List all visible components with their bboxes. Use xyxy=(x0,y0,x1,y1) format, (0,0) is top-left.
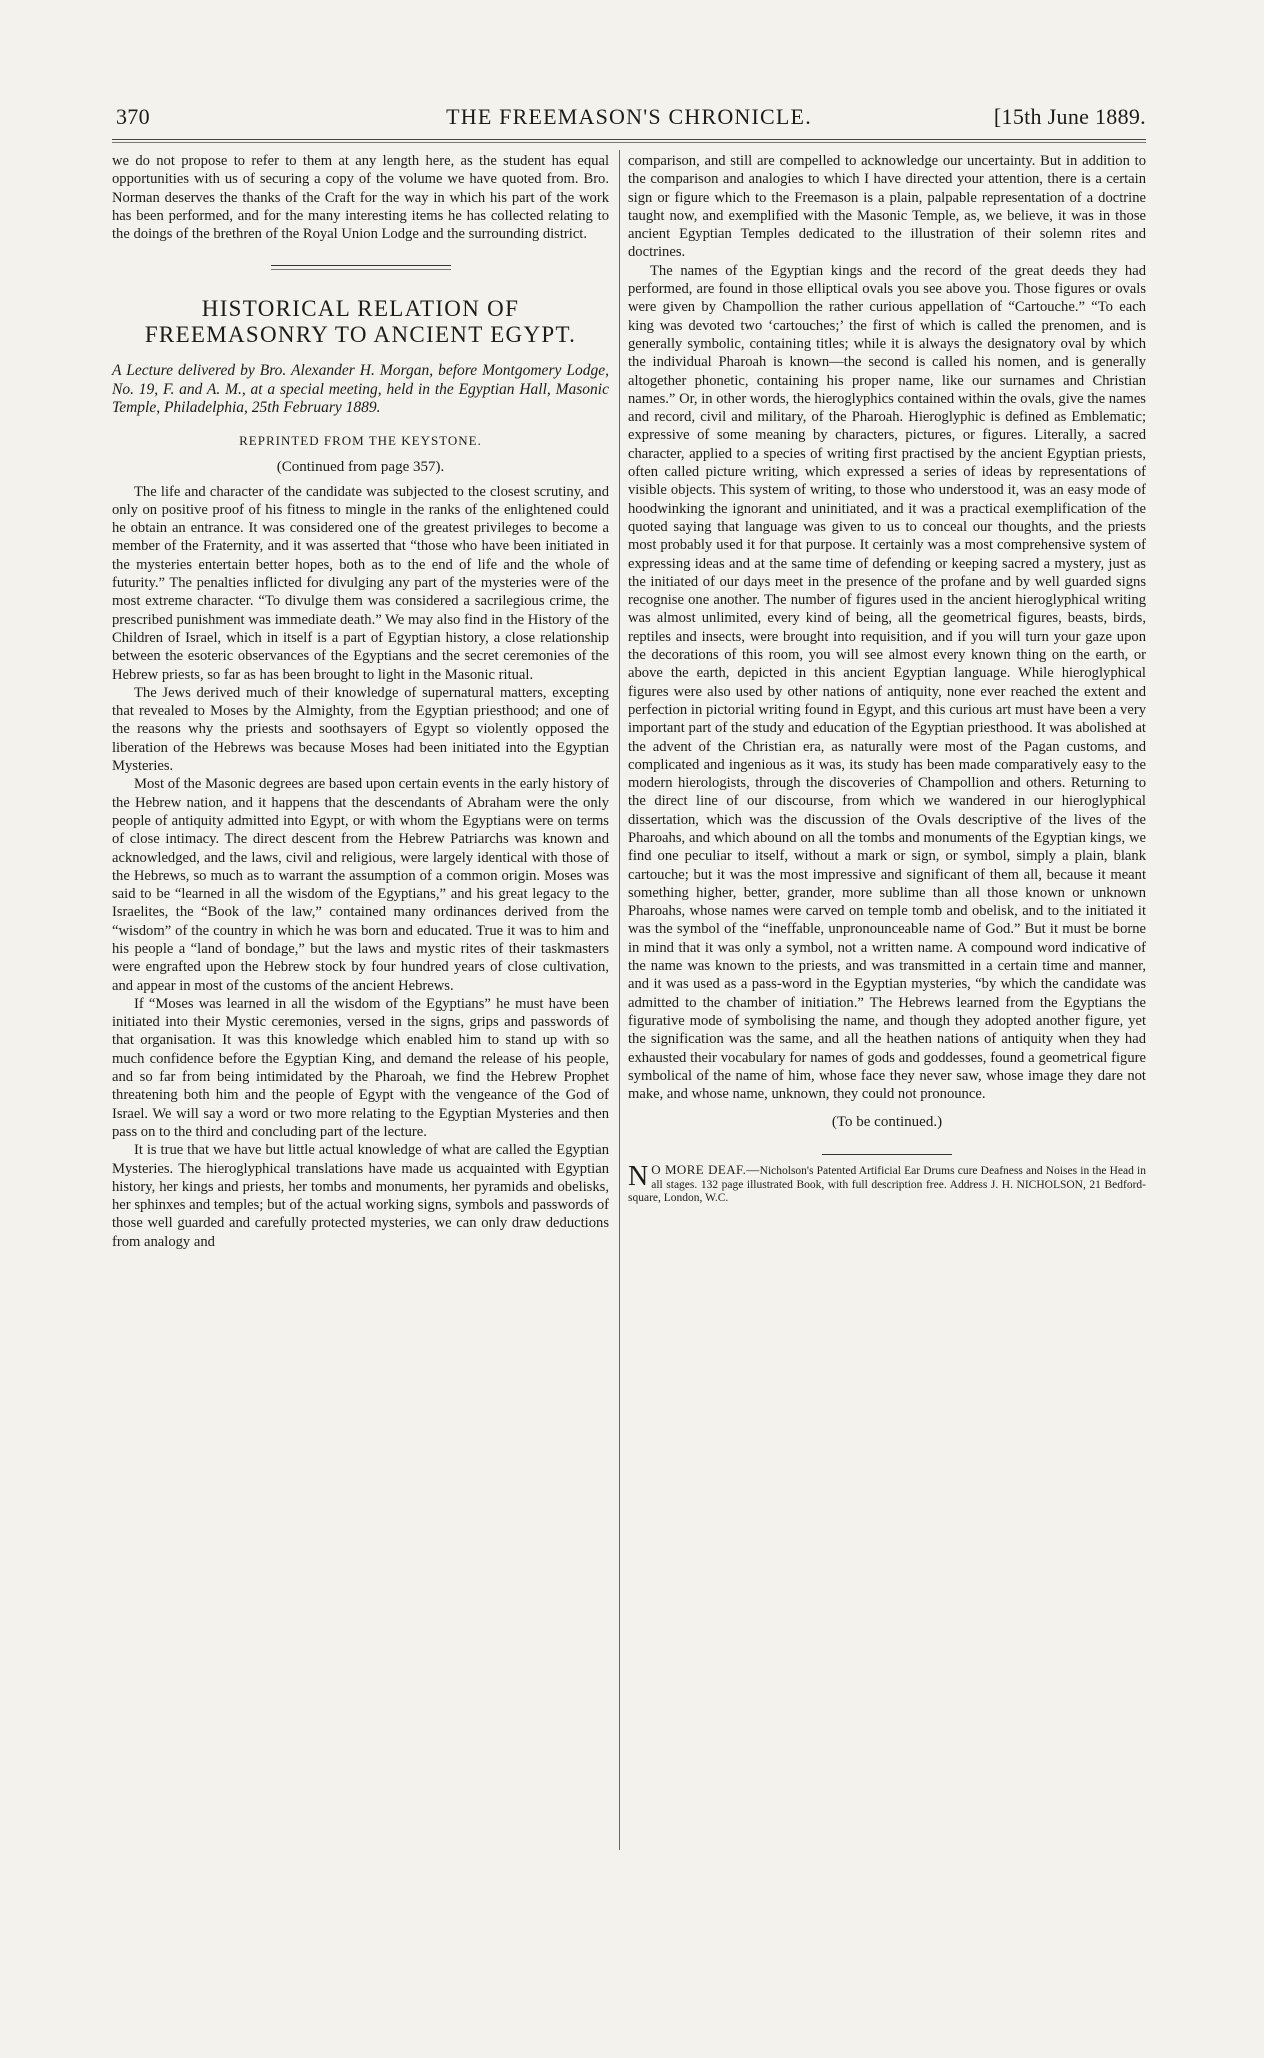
article-paragraph: It is true that we have but little actual knowledge of what are called the Egyptian Mysteries. The hieroglyphical translations have made us acquainted with Egyptian history, her kings and priests, her tombs and monuments, her pyramids and obelisks, her sphinxes and temples; but of the actual working signs, symbols and passwords of those well guarded and carefully protected mysteries, we can only draw deductions from analogy and xyxy=(112,1142,609,1250)
article-paragraph: comparison, and still are compelled to acknowledge our uncertainty. But in addition to the comparison and analogies to which I have directed your attention, there is a certain sign or figure which to the Freemason is a plain, palpable representation of a doctrine taught now, and exemplified with the Masonic Temple, as, we believe, it was in those ancient Egyptian Temples dedicated to the illustration of their solemn rites and doctrines. xyxy=(628,153,1146,261)
article-paragraph: The Jews derived much of their knowledge of supernatural matters, excepting that revealed to Moses by the Almighty, from the Egyptian priesthood; and one of the reasons why the priests and soothsayers of Egypt so violently opposed the liberation of the Hebrews was because Moses had been initiated into the Egyptian Mysteries. xyxy=(112,684,609,775)
left-column xyxy=(112,152,609,1251)
section-separator xyxy=(271,265,451,266)
article-paragraph: Most of the Masonic degrees are based upon certain events in the early history of the Hebrew nation, and it happens that the descendants of Abraham were the only people of antiquity admitted into Egypt, or with whom the Egyptians were on terms of close intimacy. The direct descent from the Hebrew Patriarchs was known and acknowledged, and the laws, civil and religious, were largely identical with those of the Hebrews, so much as to warrant the assumption of a common origin. Moses was said to be “learned in all the wisdom of the Egyptians,” and his great legacy to the Israelites, the “Book of the law,” contained many ordinances derived from the “wisdom” of the country in which he was born and educated. True it was to him and his people a “land of bondage,” but the laws and mystic rites of their taskmasters were engrafted upon the Hebrew stock by four hundred years of close cultivation, and appear in most of the customs of the ancient Hebrews. xyxy=(112,776,609,994)
article-title: HISTORICAL RELATION OF FREEMASONRY TO ANCIENT EGYPT. xyxy=(144,296,577,348)
page-number: 370 xyxy=(116,104,150,129)
to-be-continued: (To be continued.) xyxy=(831,1114,943,1131)
section-separator-secondary xyxy=(271,269,451,270)
reprint-credit: REPRINTED FROM THE KEYSTONE. xyxy=(239,432,482,448)
continued-note: (Continued from page 357). xyxy=(276,459,445,476)
advertisement xyxy=(628,1160,1146,1206)
advertisement-separator xyxy=(822,1154,952,1155)
article-paragraph: If “Moses was learned in all the wisdom of the Egyptians” he must have been initiated into their Mystic ceremonies, versed in the signs, grips and passwords of that organisation. It was this knowledge which enabled him to stand up with so much confidence before the Egyptian King, and demand the release of his people, and so far from being intimidated by the Pharoah, we find the Hebrew Prophet threatening both him and the people of Egypt with the vengeance of the God of Israel. We will say a word or two more relating to the Egyptian Mysteries and then pass on to the third and concluding part of the lecture. xyxy=(112,995,609,1140)
header-rule xyxy=(112,139,1146,140)
header-rule-secondary xyxy=(112,142,1146,143)
article-byline: A Lecture delivered by Bro. Alexander H. Morgan, before Montgomery Lodge, No. 19, F. and A. M., at a special meeting, held in the Egyptian Hall, Masonic Temple, Philadelphia, 25th February 1889. xyxy=(112,362,609,417)
column-divider xyxy=(619,150,620,1850)
ad-text: Nicholson's Patented Artificial Ear Drums cure Deafness and Noises in the Head in all stages. 132 page illustrated Book, with full description free. Address J. H. NICHOLSON, 21 Bedford-square, London, W.C. xyxy=(628,1164,1146,1205)
page-header xyxy=(112,104,1146,134)
right-column xyxy=(628,152,1146,1206)
ad-lead: O MORE DEAF.— xyxy=(651,1161,760,1177)
article-paragraph: The life and character of the candidate was subjected to the closest scrutiny, and only on positive proof of his fitness to mingle in the ranks of the enlightened could he obtain an entrance. It was considered one of the greatest privileges to become a member of the Fraternity, and it was asserted that “those who have been initiated in the mysteries entertain better hopes, both as to the end of life and the whole of futurity.” The penalties inflicted for divulging any part of the mysteries were of the most extreme character. “To divulge them was considered a sacrilegious crime, the prescribed punishment was immediate death.” We may also find in the History of the Children of Israel, which in itself is a part of Egyptian history, a close relationship between the esoteric observances of the Egyptians and the secret ceremonies of the Hebrew priests, so far as has been brought to light in the Masonic ritual. xyxy=(112,483,609,683)
ad-initial: N xyxy=(628,1160,649,1192)
intro-paragraph: we do not propose to refer to them at any length here, as the student has equal opportunities with us of securing a copy of the volume we have quoted from. Bro. Norman deserves the thanks of the Craft for the way in which his part of the work has been performed, and for the many interesting items he has collected relating to the doings of the brethren of the Royal Union Lodge and the surrounding district. xyxy=(112,153,609,243)
article-paragraph: The names of the Egyptian kings and the record of the great deeds they had performed, are found in those elliptical ovals you see above you. Those figures or ovals were given by Champollion the rather curious appellation of “Cartouche.” “To each king was devoted two ‘cartouches;’ the first of which is called the prenomen, and is generally symbolic, containing titles; while it is always the designatory oval by which the individual Pharoah is known—the second is called his nomen, and is generally altogether phonetic, containing his proper name, like our surnames and Christian names.” Or, in other words, the hieroglyphics contained within the ovals, give the names and record, civil and military, of the Pharoah. Hieroglyphic is defined as Emblematic; expressive of some meaning by characters, pictures, or figures. Literally, a sacred character, applied to a species of writing first practised by the ancient Egyptian priests, often called picture writing, which expressed a series of ideas by representations of visible objects. This system of writing, to those who understood it, was an easy mode of hoodwinking the ignorant and uninitiated, and it was a practical exemplification of the quoted saying that language was given to us to conceal our thoughts, and the priests most probably used it for that purpose. It certainly was a most comprehensive system of expressing ideas and at the same time of defending or keeping sacred a mystery, just as the initiated of our days meet in the presence of the profane and by well guarded signs recognise one another. The number of figures used in the ancient hieroglyphical writing was almost unlimited, every kind of being, all the geometrical figures, beasts, birds, reptiles and insects, were brought into requisition, and if you will turn your gaze upon the decorations of this room, you will see almost every known thing on the earth, or above the earth, depicted in this ancient Egyptian language. While hieroglyphical figures were also used by other nations of antiquity, none ever reached the extent and perfection in pictorial writing found in Egypt, and this curious art must have been a very important part of the study and education of the Egyptian priesthood. It was abolished at the advent of the Christian era, as naturally were most of the Pagan customs, and complicated and ingenious as it was, its study has been made comparatively easy to the modern hierologists, through the discoveries of Champollion and others. Returning to the direct line of our discourse, from which we wandered in our hieroglyphical dissertation, which was the discussion of the Ovals descriptive of the lives of the Pharoahs, and which abound on all the tombs and monuments of the Egyptian kings, we find one peculiar to itself, without a mark or sign, or symbol, simply a plain, blank cartouche; but it was the most impressive and significant of them all, because it meant something higher, better, grander, more sublime than all those known or unknown Pharoahs, whose names were carved on temple tomb and obelisk, and to the initiated it was the symbol of the “ineffable, unpronounceable name of God.” But it must be borne in mind that it was only a symbol, not a written name. A compound word indicative of the name was known to the priests, and was transmitted in a certain time and manner, and it was used as a pass-word in the Egyptian mysteries, “by which the candidate was admitted to the chamber of initiation.” The Hebrews learned from the Egyptians the figurative mode of symbolising the name, and though they adopted another figure, yet the signification was the same, and all the heathen nations of antiquity when they had exhausted their vocabulary for names of gods and goddesses, found a geometrical figure symbolical of the name of him, whose face they never saw, whose image they dare not make, and whose name, unknown, they could not pronounce. xyxy=(628,262,1146,1103)
issue-date: [15th June 1889. xyxy=(993,104,1146,129)
publication-title: THE FREEMASON'S CHRONICLE. xyxy=(446,104,812,129)
